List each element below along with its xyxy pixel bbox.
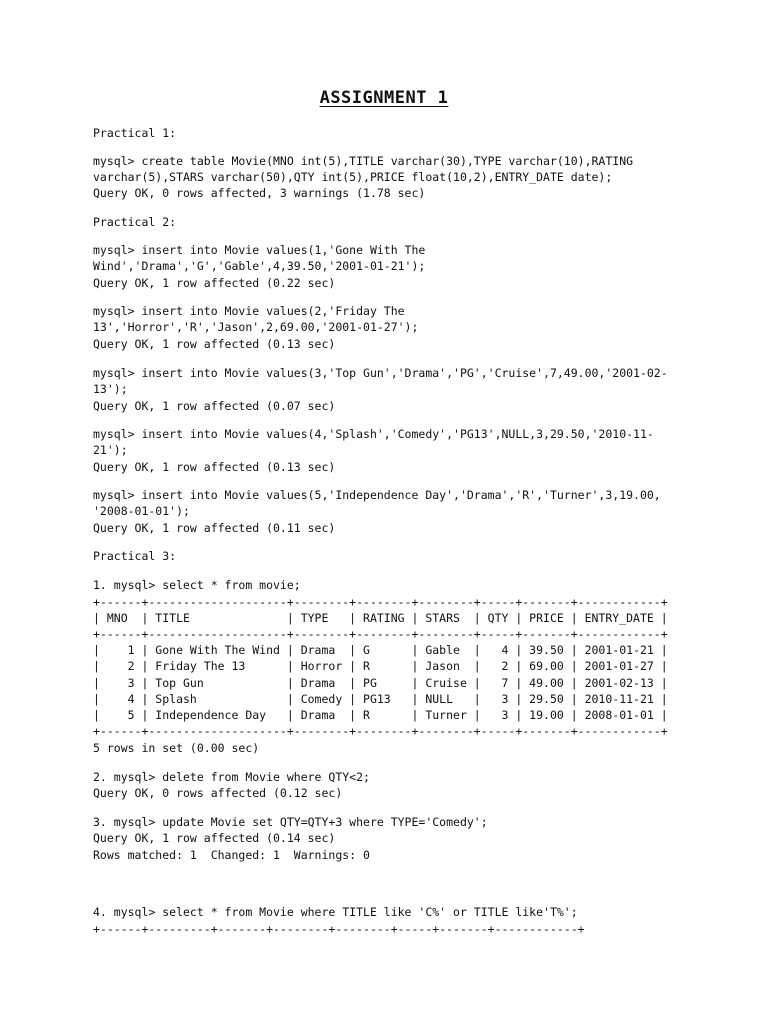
query1-summary: 5 rows in set (0.00 sec): [93, 741, 260, 755]
insert-command: mysql> insert into Movie values(1,'Gone With The: [93, 243, 426, 257]
insert-result: Query OK, 1 row affected (0.13 sec): [93, 337, 336, 351]
query2-result: Query OK, 0 rows affected (0.12 sec): [93, 786, 343, 800]
table-row: | 2 | Friday The 13 | Horror | R | Jason | 2 | 69.00 | 2001-01-27 |: [93, 659, 668, 673]
insert-command: mysql> insert into Movie values(2,'Friday The: [93, 304, 405, 318]
insert-result: Query OK, 1 row affected (0.11 sec): [93, 521, 336, 535]
insert-result: Query OK, 1 row affected (0.22 sec): [93, 276, 336, 290]
query4-command: 4. mysql> select * from Movie where TITLE like 'C%' or TITLE like'T%';: [93, 905, 578, 919]
query3-result: Query OK, 1 row affected (0.14 sec): [93, 831, 336, 845]
insert-command: 13','Horror','R','Jason',2,69.00,'2001-01-27');: [93, 320, 419, 334]
table-row: | 4 | Splash | Comedy | PG13 | NULL | 3 | 29.50 | 2010-11-21 |: [93, 692, 668, 706]
table-border: +------+--------------------+--------+--------+--------+-----+-------+------------+: [93, 595, 668, 609]
table-border: +------+---------+-------+--------+--------+-----+-------+------------+: [93, 922, 585, 936]
insert-result: Query OK, 1 row affected (0.13 sec): [93, 460, 336, 474]
query3-matched: Rows matched: 1 Changed: 1 Warnings: 0: [93, 848, 370, 862]
table-row: | 3 | Top Gun | Drama | PG | Cruise | 7 | 49.00 | 2001-02-13 |: [93, 676, 668, 690]
query2-command: 2. mysql> delete from Movie where QTY<2;: [93, 770, 370, 784]
insert-command: 21');: [93, 443, 128, 457]
table-border: +------+--------------------+--------+--------+--------+-----+-------+------------+: [93, 627, 668, 641]
table-header: | MNO | TITLE | TYPE | RATING | STARS | QTY | PRICE | ENTRY_DATE |: [93, 611, 668, 625]
practical1-line: mysql> create table Movie(MNO int(5),TITLE varchar(30),TYPE varchar(10),RATING: [93, 154, 634, 168]
insert-command: mysql> insert into Movie values(3,'Top Gun','Drama','PG','Cruise',7,49.00,'2001-02-: [93, 366, 668, 380]
insert-command: mysql> insert into Movie values(5,'Independence Day','Drama','R','Turner',3,19.00,: [93, 488, 661, 502]
insert-result: Query OK, 1 row affected (0.07 sec): [93, 399, 336, 413]
practical2-heading: Practical 2:: [93, 215, 177, 229]
document-title: ASSIGNMENT 1: [319, 88, 449, 108]
practical3-heading: Practical 3:: [93, 549, 177, 563]
query3-command: 3. mysql> update Movie set QTY=QTY+3 where TYPE='Comedy';: [93, 815, 488, 829]
table-row: | 1 | Gone With The Wind | Drama | G | Gable | 4 | 39.50 | 2001-01-21 |: [93, 643, 668, 657]
practical1-line: varchar(5),STARS varchar(50),QTY int(5),PRICE float(10,2),ENTRY_DATE date);: [93, 170, 613, 184]
query1-command: 1. mysql> select * from movie;: [93, 578, 301, 592]
practical1-result: Query OK, 0 rows affected, 3 warnings (1.78 sec): [93, 186, 426, 200]
insert-command: '2008-01-01');: [93, 504, 190, 518]
insert-command: mysql> insert into Movie values(4,'Splash','Comedy','PG13',NULL,3,29.50,'2010-11-: [93, 427, 654, 441]
table-border: +------+--------------------+--------+--------+--------+-----+-------+------------+: [93, 724, 668, 738]
insert-command: Wind','Drama','G','Gable',4,39.50,'2001-01-21');: [93, 259, 426, 273]
practical1-heading: Practical 1:: [93, 126, 177, 140]
insert-command: 13');: [93, 382, 128, 396]
table-row: | 5 | Independence Day | Drama | R | Turner | 3 | 19.00 | 2008-01-01 |: [93, 708, 668, 722]
